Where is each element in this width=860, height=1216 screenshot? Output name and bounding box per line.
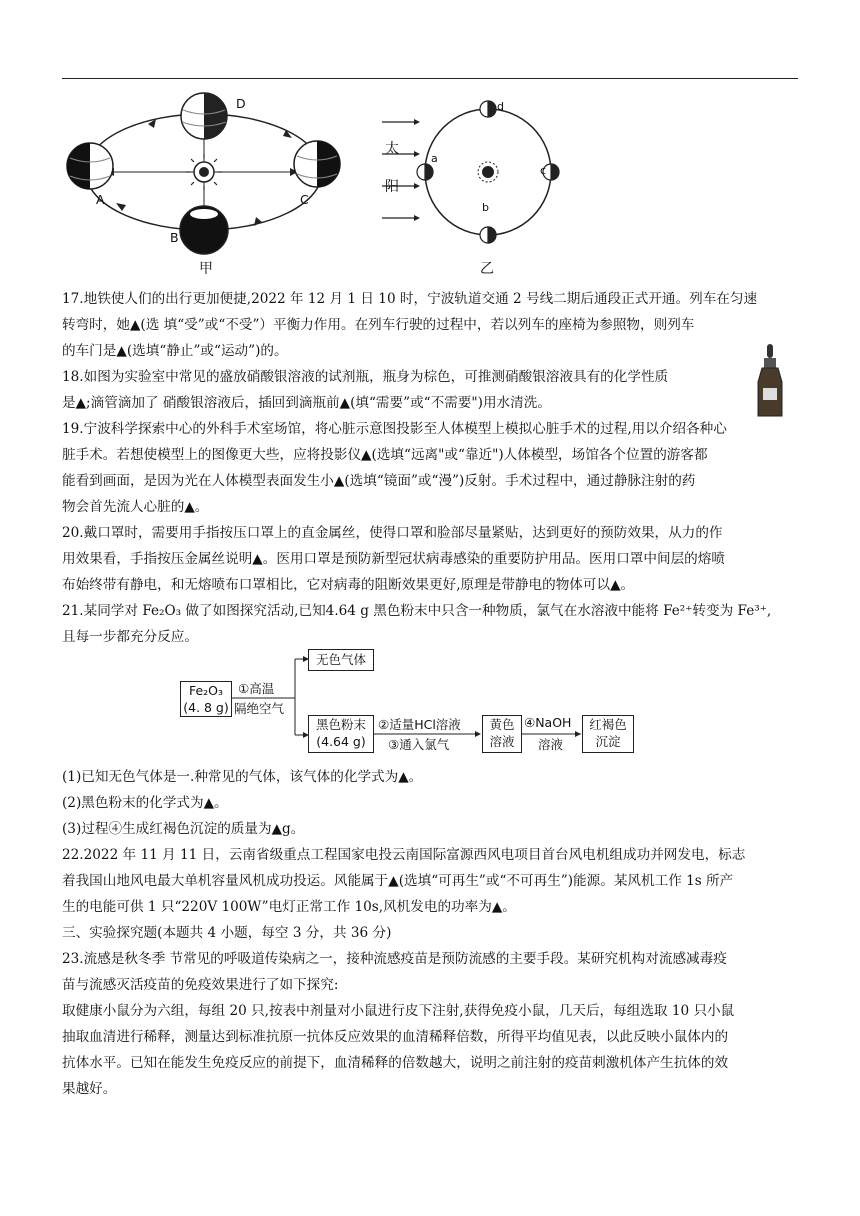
flow-arrow-3 bbox=[521, 725, 581, 745]
flow-box-gas: 无色气体 bbox=[308, 649, 374, 671]
q23-line-1: 23.流感是秋冬季 节常见的呼吸道传染病之一，接种流感疫苗是预防流感的主要手段。某研究机构对流感减毒疫 bbox=[62, 951, 727, 967]
q19-line-3: 能看到画面，是因为光在人体模型表面发生小▲(选填“镜面”或“漫”)反射。手术过程中，通过静脉注射的药 bbox=[62, 473, 696, 489]
yi-label-a: a bbox=[431, 152, 438, 165]
q23-line-3: 取健康小鼠分为六组，每组 20 只,按表中剂量对小鼠进行皮下注射,获得免疫小鼠，几天后，每组选取 10 只小鼠 bbox=[62, 1003, 735, 1019]
q21-sub-3: (3)过程④生成红褐色沉淀的质量为▲g。 bbox=[62, 821, 305, 837]
q17-line-2: 转弯时，她▲(选 填“受”或“不受”）平衡力作用。在列车行驶的过程中，若以列车的座椅为参照物，则列车 bbox=[62, 317, 695, 333]
q20-line-2: 用效果看，手指按压金属丝说明▲。医用口罩是预防新型冠状病毒感染的重要防护用品。医用口罩中间层的熔喷 bbox=[62, 551, 725, 567]
flow-step3: ③通入氯气 bbox=[388, 737, 450, 752]
yi-side-yang: 阳 bbox=[385, 179, 399, 195]
yi-label-c: c bbox=[540, 164, 547, 177]
q21-sub-2: (2)黑色粉末的化学式为▲。 bbox=[62, 795, 228, 811]
q17-line-1: 17.地铁使人们的出行更加便捷,2022 年 12 月 1 日 10 时，宁波轨道交通 2 号线二期后通段正式开通。列车在匀速 bbox=[62, 291, 758, 307]
flow-arrows-1 bbox=[231, 655, 311, 755]
q18-line-2: 是▲;滴管滴加了 硝酸银溶液后，插回到滴瓶前▲(填“需要”或“不需要")用水清洗。 bbox=[62, 395, 551, 411]
flow-step1-top: ①高温 bbox=[238, 681, 275, 696]
flow-box-fe2o3: Fe₂O₃ (4. 8 g) bbox=[180, 681, 232, 717]
q17-line-3: 的车门是▲(选填“静止”或“运动”)的。 bbox=[62, 343, 288, 359]
jia-label-D: D bbox=[236, 96, 246, 111]
q22-line-3: 生的电能可供 1 只“220V 100W”电灯正常工作 10s,风机发电的功率为▲。 bbox=[62, 899, 516, 915]
q21-sub-1: (1)已知无色气体是一.种常见的气体，该气体的化学式为▲。 bbox=[62, 769, 423, 785]
flow-box-precipitate: 红褐色 沉淀 bbox=[582, 715, 634, 753]
flow-step2: ②适量HCl溶液 bbox=[378, 717, 461, 732]
section-3-heading: 三、实验探究题(本题共 4 小题，每空 3 分，共 36 分) bbox=[62, 925, 392, 941]
q19-line-4: 物会首先流人心脏的▲。 bbox=[62, 499, 209, 515]
q20-line-3: 布始终带有静电，和无熔喷布口罩相比，它对病毒的阻断效果更好,原理是带静电的物体可以▲。 bbox=[62, 577, 635, 593]
q18-line-1: 18.如图为实验室中常见的盛放硝酸银溶液的试剂瓶，瓶身为棕色，可推测硝酸银溶液具有的化学性质 bbox=[62, 369, 669, 385]
jia-label-C: C bbox=[300, 192, 309, 207]
q21-line-2: 且每一步都充分反应。 bbox=[62, 629, 198, 645]
header-rule bbox=[62, 78, 798, 79]
question-text-block-2 bbox=[62, 764, 802, 1102]
q23-line-4: 抽取血清进行稀释，测量达到标准抗原一抗体反应效果的血清稀释倍数，所得平均值见表，以此反映小鼠体内的 bbox=[62, 1029, 729, 1045]
jia-label-A: A bbox=[96, 192, 105, 207]
caption-jia: 甲 bbox=[199, 261, 213, 277]
flow-box-yellow-solution: 黄色 溶液 bbox=[482, 715, 522, 753]
q21-line-1: 21.某同学对 Fe₂O₃ 做了如图探究活动,已知4.64 g 黑色粉末中只含一种物质，氯气在水溶液中能将 Fe²⁺转变为 Fe³⁺, bbox=[62, 603, 772, 619]
q20-line-1: 20.戴口罩时，需要用手指按压口罩上的直金属丝，使得口罩和脸部尽量紧贴，达到更好的预防效果，从力的作 bbox=[62, 525, 723, 541]
flow-arrow-2 bbox=[373, 725, 483, 745]
q22-line-1: 22.2022 年 11 月 11 日，云南省级重点工程国家电投云南国际富源西风电项目首台风电机组成功并网发电，标志 bbox=[62, 847, 746, 863]
yi-label-b: b bbox=[482, 201, 489, 214]
question-text-block bbox=[62, 286, 802, 650]
q19-line-2: 脏手术。若想使模型上的图像更大些，应将投影仪▲(选填“远离"或“靠近")人体模型，场馆各个位置的游客都 bbox=[62, 447, 708, 463]
yi-label-d: d bbox=[497, 100, 504, 113]
flow-step4-bottom: 溶液 bbox=[538, 737, 564, 752]
flow-step1-bottom: 隔绝空气 bbox=[234, 701, 285, 716]
caption-yi: 乙 bbox=[480, 261, 494, 277]
flow-step4-top: ④NaOH bbox=[524, 715, 572, 730]
jia-label-B: B bbox=[170, 230, 179, 245]
q23-line-2: 苗与流感灭活疫苗的免疫效果进行了如下探究: bbox=[62, 977, 339, 993]
q23-line-5: 抗体水平。已知在能发生免疫反应的前提下，血清稀释的倍数越大，说明之前注射的疫苗刺激机体产生抗体的效 bbox=[62, 1055, 729, 1071]
flow-box-black-powder: 黑色粉末 (4.64 g) bbox=[308, 715, 374, 753]
q19-line-1: 19.宁波科学探索中心的外科手术室场馆，将心脏示意图投影至人体模型上模拟心脏手术的过程,用以介绍各种心 bbox=[62, 421, 727, 437]
q22-line-2: 着我国山地风电最大单机容量风机成功投运。风能属于▲(选填“可再生”或“不可再生”)能源。某风机工作 1s 所产 bbox=[62, 873, 734, 889]
figure-jia-earth-orbit bbox=[62, 88, 352, 278]
yi-side-tai: 太 bbox=[385, 141, 399, 157]
figure-yi-moon-orbit bbox=[378, 100, 578, 250]
q23-line-6: 果越好。 bbox=[62, 1081, 117, 1097]
